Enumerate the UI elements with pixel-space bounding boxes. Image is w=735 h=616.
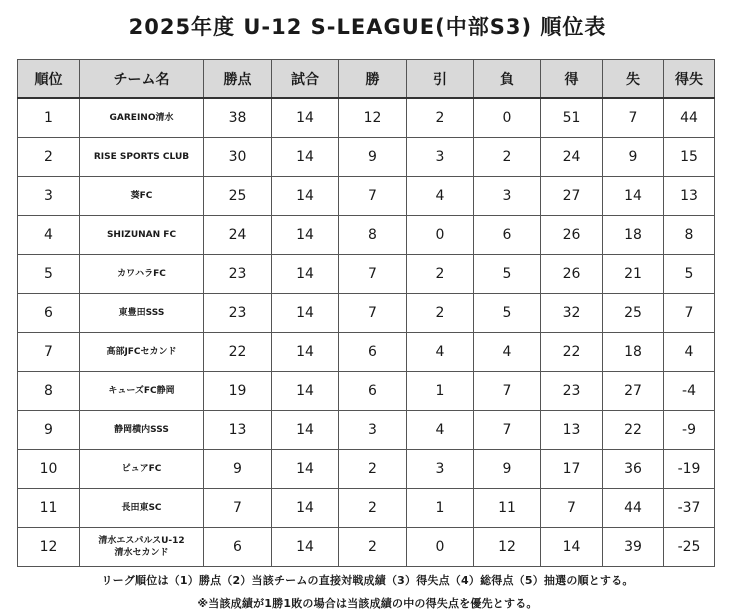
- points-cell: 7: [204, 489, 272, 528]
- rank-cell: 1: [18, 98, 80, 138]
- header-played: 試合: [272, 60, 339, 99]
- header-drawn: 引: [407, 60, 474, 99]
- won-cell: 2: [339, 450, 407, 489]
- goals-for-cell: 7: [541, 489, 603, 528]
- points-cell: 23: [204, 255, 272, 294]
- team-name-line: 東豊田SSS: [118, 308, 165, 318]
- team-name-cell: [80, 255, 204, 294]
- played-cell: 14: [272, 411, 339, 450]
- drawn-cell: 3: [407, 450, 474, 489]
- played-cell: 14: [272, 294, 339, 333]
- goals-for-cell: 14: [541, 528, 603, 567]
- table-row: [18, 489, 715, 528]
- played-cell: 14: [272, 450, 339, 489]
- played-cell: 14: [272, 528, 339, 567]
- lost-cell: 0: [474, 98, 541, 138]
- rank-cell: 6: [18, 294, 80, 333]
- goals-for-cell: 32: [541, 294, 603, 333]
- drawn-cell: 2: [407, 255, 474, 294]
- goal-difference-cell: 8: [664, 216, 715, 255]
- goals-against-cell: 18: [603, 333, 664, 372]
- team-name-cell: [80, 177, 204, 216]
- team-name-line: RISE SPORTS CLUB: [93, 152, 190, 162]
- won-cell: 7: [339, 255, 407, 294]
- rank-cell: 5: [18, 255, 80, 294]
- team-name-cell: [80, 294, 204, 333]
- drawn-cell: 3: [407, 138, 474, 177]
- points-cell: 24: [204, 216, 272, 255]
- goals-for-cell: 24: [541, 138, 603, 177]
- team-name-line: キューズFC静岡: [108, 386, 175, 396]
- lost-cell: 7: [474, 372, 541, 411]
- points-cell: 30: [204, 138, 272, 177]
- standings-table: [17, 59, 715, 567]
- points-cell: 38: [204, 98, 272, 138]
- table-row: [18, 294, 715, 333]
- goals-for-cell: 51: [541, 98, 603, 138]
- goal-difference-cell: 5: [664, 255, 715, 294]
- drawn-cell: 4: [407, 411, 474, 450]
- goals-against-cell: 21: [603, 255, 664, 294]
- table-row: [18, 528, 715, 567]
- goal-difference-cell: 13: [664, 177, 715, 216]
- goals-for-cell: 26: [541, 255, 603, 294]
- drawn-cell: 2: [407, 98, 474, 138]
- played-cell: 14: [272, 138, 339, 177]
- team-name-line: 葵FC: [130, 191, 153, 201]
- drawn-cell: 0: [407, 216, 474, 255]
- team-name-cell: [80, 372, 204, 411]
- played-cell: 14: [272, 98, 339, 138]
- team-name-cell: [80, 528, 204, 567]
- played-cell: 14: [272, 177, 339, 216]
- goal-difference-cell: -37: [664, 489, 715, 528]
- drawn-cell: 2: [407, 294, 474, 333]
- rank-cell: 10: [18, 450, 80, 489]
- team-name-cell: [80, 98, 204, 138]
- won-cell: 12: [339, 98, 407, 138]
- lost-cell: 5: [474, 294, 541, 333]
- won-cell: 6: [339, 333, 407, 372]
- points-cell: 6: [204, 528, 272, 567]
- ranking-rule-note: リーグ順位は（1）勝点（2）当該チームの直接対戦成績（3）得失点（4）総得点（5）抽選の順とする。: [101, 574, 634, 587]
- header-rank: 順位: [18, 60, 80, 99]
- goal-difference-cell: -19: [664, 450, 715, 489]
- team-name-line: 清水セカンド: [114, 548, 169, 558]
- table-row: [18, 450, 715, 489]
- rank-cell: 2: [18, 138, 80, 177]
- played-cell: 14: [272, 255, 339, 294]
- rank-cell: 7: [18, 333, 80, 372]
- goals-against-cell: 14: [603, 177, 664, 216]
- standings-body: [18, 98, 715, 567]
- points-cell: 23: [204, 294, 272, 333]
- team-name-line: カワハラFC: [117, 269, 166, 279]
- tiebreak-note: ※当該成績が1勝1敗の場合は当該成績の中の得失点を優先とする。: [197, 597, 538, 610]
- won-cell: 9: [339, 138, 407, 177]
- goals-against-cell: 27: [603, 372, 664, 411]
- drawn-cell: 0: [407, 528, 474, 567]
- page-title: 2025年度 U-12 S-LEAGUE(中部S3) 順位表: [128, 15, 607, 39]
- lost-cell: 12: [474, 528, 541, 567]
- won-cell: 7: [339, 177, 407, 216]
- goals-for-cell: 13: [541, 411, 603, 450]
- goals-for-cell: 17: [541, 450, 603, 489]
- team-name-cell: [80, 333, 204, 372]
- team-name-cell: [80, 138, 204, 177]
- header-goals-for: 得: [541, 60, 603, 99]
- table-row: [18, 372, 715, 411]
- drawn-cell: 1: [407, 489, 474, 528]
- rank-cell: 3: [18, 177, 80, 216]
- team-name-line: ピュアFC: [121, 464, 162, 474]
- points-cell: 9: [204, 450, 272, 489]
- header-won: 勝: [339, 60, 407, 99]
- goal-difference-cell: -4: [664, 372, 715, 411]
- goal-difference-cell: 15: [664, 138, 715, 177]
- header-goals-against: 失: [603, 60, 664, 99]
- won-cell: 6: [339, 372, 407, 411]
- goals-for-cell: 26: [541, 216, 603, 255]
- rank-cell: 12: [18, 528, 80, 567]
- team-name-line: 静岡横内SSS: [114, 425, 169, 435]
- goal-difference-cell: 44: [664, 98, 715, 138]
- points-cell: 19: [204, 372, 272, 411]
- table-row: [18, 177, 715, 216]
- won-cell: 3: [339, 411, 407, 450]
- team-name-line: 清水エスパルスU-12: [98, 536, 185, 546]
- table-row: [18, 216, 715, 255]
- won-cell: 2: [339, 528, 407, 567]
- lost-cell: 11: [474, 489, 541, 528]
- goal-difference-cell: -9: [664, 411, 715, 450]
- goals-against-cell: 22: [603, 411, 664, 450]
- goals-against-cell: 36: [603, 450, 664, 489]
- goals-against-cell: 25: [603, 294, 664, 333]
- header-points: 勝点: [204, 60, 272, 99]
- header-goal-difference: 得失: [664, 60, 715, 99]
- team-name-line: SHIZUNAN FC: [106, 230, 177, 240]
- team-name-line: 高部JFCセカンド: [106, 347, 177, 357]
- lost-cell: 3: [474, 177, 541, 216]
- table-row: [18, 255, 715, 294]
- table-row: [18, 138, 715, 177]
- goals-against-cell: 7: [603, 98, 664, 138]
- goals-against-cell: 18: [603, 216, 664, 255]
- team-name-line: 長田東SC: [121, 503, 162, 513]
- rank-cell: 8: [18, 372, 80, 411]
- drawn-cell: 1: [407, 372, 474, 411]
- goal-difference-cell: -25: [664, 528, 715, 567]
- won-cell: 2: [339, 489, 407, 528]
- goals-against-cell: 9: [603, 138, 664, 177]
- won-cell: 8: [339, 216, 407, 255]
- lost-cell: 9: [474, 450, 541, 489]
- table-row: [18, 98, 715, 138]
- lost-cell: 6: [474, 216, 541, 255]
- header-lost: 負: [474, 60, 541, 99]
- goals-for-cell: 22: [541, 333, 603, 372]
- header-row: [18, 60, 715, 99]
- points-cell: 13: [204, 411, 272, 450]
- lost-cell: 5: [474, 255, 541, 294]
- lost-cell: 7: [474, 411, 541, 450]
- rank-cell: 11: [18, 489, 80, 528]
- lost-cell: 4: [474, 333, 541, 372]
- goals-against-cell: 39: [603, 528, 664, 567]
- goal-difference-cell: 4: [664, 333, 715, 372]
- table-row: [18, 411, 715, 450]
- table-row: [18, 333, 715, 372]
- lost-cell: 2: [474, 138, 541, 177]
- played-cell: 14: [272, 216, 339, 255]
- points-cell: 22: [204, 333, 272, 372]
- points-cell: 25: [204, 177, 272, 216]
- played-cell: 14: [272, 372, 339, 411]
- drawn-cell: 4: [407, 333, 474, 372]
- rank-cell: 9: [18, 411, 80, 450]
- header-team: チーム名: [80, 60, 204, 99]
- goals-for-cell: 27: [541, 177, 603, 216]
- team-name-cell: [80, 489, 204, 528]
- drawn-cell: 4: [407, 177, 474, 216]
- team-name-cell: [80, 216, 204, 255]
- team-name-cell: [80, 411, 204, 450]
- goals-against-cell: 44: [603, 489, 664, 528]
- rank-cell: 4: [18, 216, 80, 255]
- goal-difference-cell: 7: [664, 294, 715, 333]
- team-name-cell: [80, 450, 204, 489]
- played-cell: 14: [272, 489, 339, 528]
- goals-for-cell: 23: [541, 372, 603, 411]
- played-cell: 14: [272, 333, 339, 372]
- won-cell: 7: [339, 294, 407, 333]
- team-name-line: GAREINO清水: [109, 113, 174, 123]
